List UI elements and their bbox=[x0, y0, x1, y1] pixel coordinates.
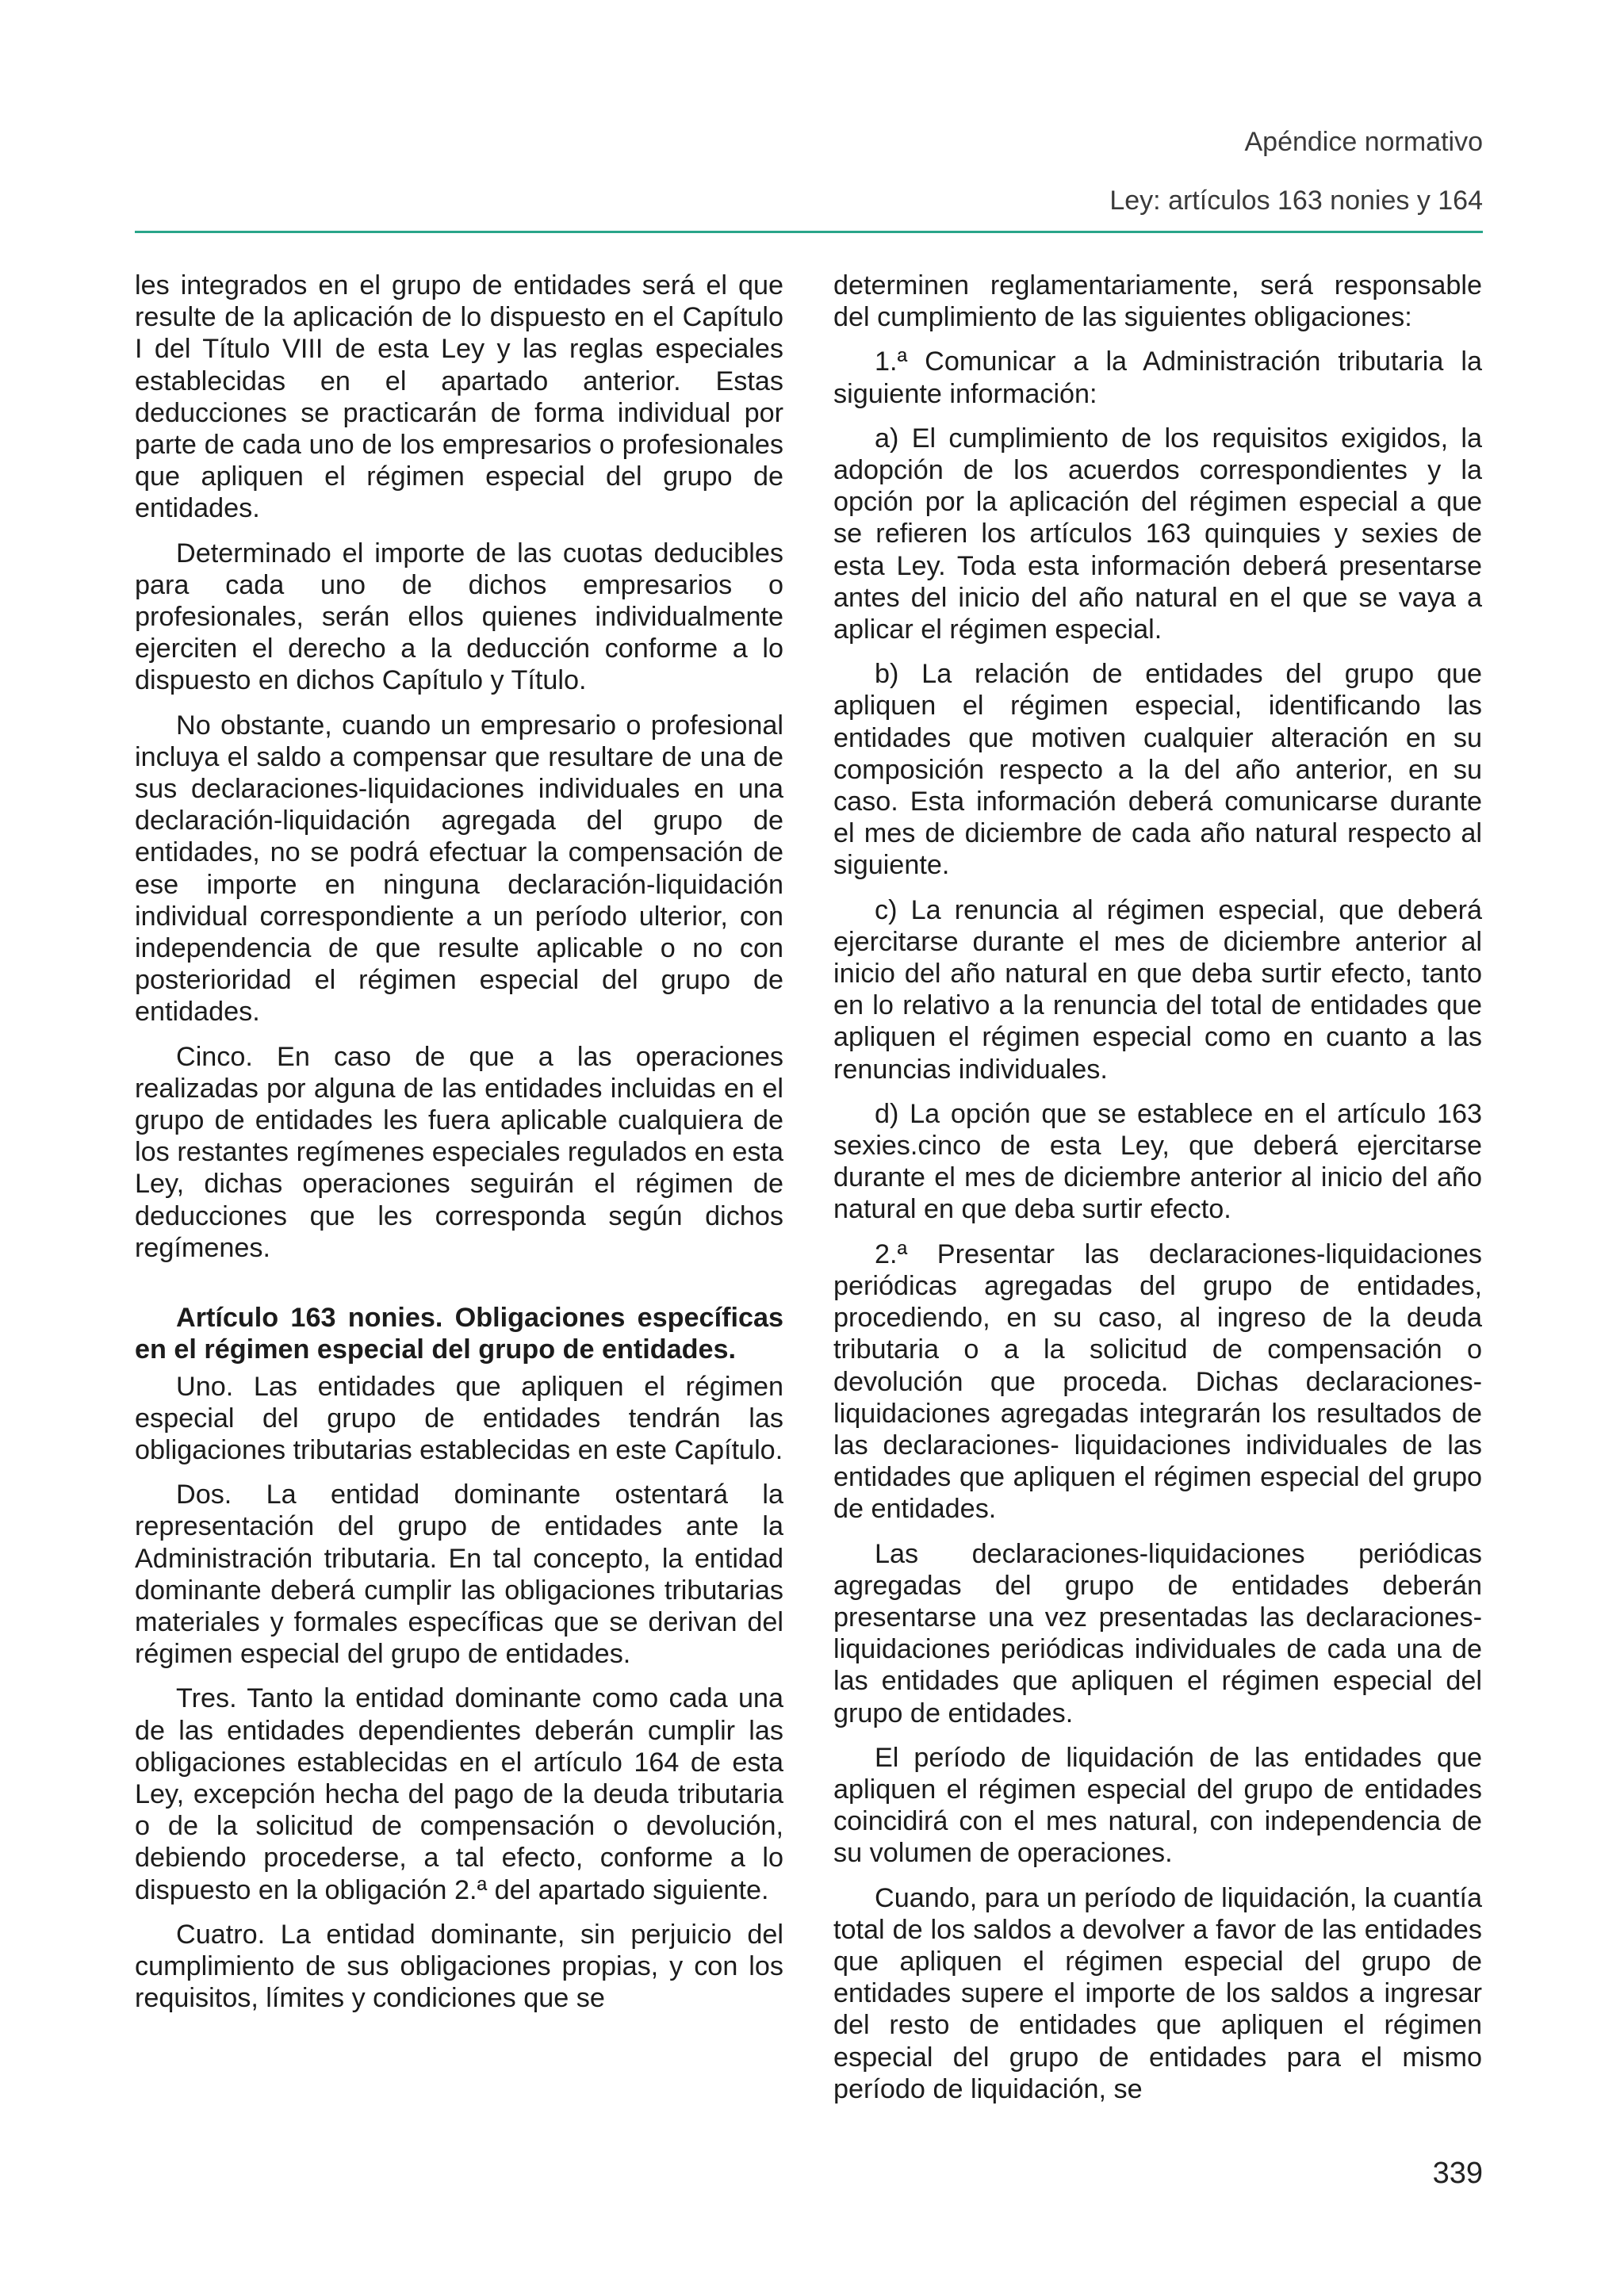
paragraph: Determinado el importe de las cuotas deducibles para cada uno de dichos empresarios o profesionales, serán ellos quienes individualmente ejerciten el derecho a la deducción conforme a lo dispuesto en dichos Capítulo y Título. bbox=[135, 538, 783, 696]
paragraph: b) La relación de entidades del grupo que apliquen el régimen especial, identificando las entidades que motiven cualquier alteración en su composición respecto a la del año anterior, en su caso. Esta información deberá comunicarse durante el mes de diciembre de cada año natural respecto al siguiente. bbox=[833, 659, 1482, 881]
paragraph: Cuando, para un período de liquidación, la cuantía total de los saldos a devolver a favor de las entidades que apliquen el régimen especial del grupo de entidades supere el importe de los saldos a ingresar del resto de entidades que apliquen el régimen especial del grupo de entidades para el mismo período de liquidación, se bbox=[833, 1882, 1482, 2104]
right-column bbox=[833, 270, 1482, 2118]
paragraph: d) La opción que se establece en el artículo 163 sexies.cinco de esta Ley, que deberá ejercitarse durante el mes de diciembre anterior al inicio del año natural en que deba surtir efecto. bbox=[833, 1098, 1482, 1225]
header-section: Apéndice normativo bbox=[1244, 127, 1483, 157]
paragraph: El período de liquidación de las entidades que apliquen el régimen especial del grupo de entidades coincidirá con el mes natural, con independencia de su volumen de operaciones. bbox=[833, 1742, 1482, 1869]
paragraph: Las declaraciones-liquidaciones periódicas agregadas del grupo de entidades deberán presentarse una vez presentadas las declaraciones-liquidaciones periódicas individuales de cada una de las entidades que apliquen el régimen especial del grupo de entidades. bbox=[833, 1538, 1482, 1728]
paragraph: No obstante, cuando un empresario o profesional incluya el saldo a compensar que resultare de una de sus declaraciones-liquidaciones individuales en una declaración-liquidación agregada del grupo de entidades, no se podrá efectuar la compensación de ese importe en ninguna declaración-liquidación individual correspondiente a un período ulterior, con independencia de que resulte aplicable o no con posterioridad el régimen especial del grupo de entidades. bbox=[135, 710, 783, 1028]
paragraph: 2.ª Presentar las declaraciones-liquidaciones periódicas agregadas del grupo de entidades, procediendo, en su caso, al ingreso de la deuda tributaria o a la solicitud de compensación o devolución que proceda. Dichas declaraciones-liquidaciones agregadas integrarán los resultados de las declaraciones- liquidaciones individuales de las entidades que apliquen el régimen especial del grupo de entidades. bbox=[833, 1238, 1482, 1525]
header-subsection: Ley: artículos 163 nonies y 164 bbox=[1109, 186, 1483, 216]
paragraph: Cinco. En caso de que a las operaciones realizadas por alguna de las entidades incluidas en el grupo de entidades les fuera aplicable cualquiera de los restantes regímenes especiales regulados en esta Ley, dichas operaciones seguirán el régimen de deducciones que les corresponda según dichos regímenes. bbox=[135, 1041, 783, 1263]
paragraph: a) El cumplimiento de los requisitos exigidos, la adopción de los acuerdos correspondientes y la opción por la aplicación del régimen especial a que se refieren los artículos 163 quinquies y sexies de esta Ley. Toda esta información deberá presentarse antes del inicio del año natural en el que se vaya a aplicar el régimen especial. bbox=[833, 423, 1482, 645]
article-heading: Artículo 163 nonies. Obligaciones específicas en el régimen especial del grupo de entidades. bbox=[135, 1303, 783, 1365]
running-header bbox=[1109, 119, 1483, 224]
page-number: 339 bbox=[1432, 2157, 1483, 2190]
paragraph: c) La renuncia al régimen especial, que deberá ejercitarse durante el mes de diciembre anterior al inicio del año natural en que deba surtir efecto, tanto en lo relativo a la renuncia del total de entidades que apliquen el régimen especial como en cuanto a las renuncias individuales. bbox=[833, 894, 1482, 1085]
header-rule bbox=[135, 231, 1483, 233]
paragraph: Uno. Las entidades que apliquen el régimen especial del grupo de entidades tendrán las obligaciones tributarias establecidas en este Capítulo. bbox=[135, 1371, 783, 1465]
paragraph: determinen reglamentariamente, será responsable del cumplimiento de las siguientes obligaciones: bbox=[833, 270, 1482, 333]
paragraph: 1.ª Comunicar a la Administración tributaria la siguiente información: bbox=[833, 346, 1482, 409]
paragraph: Cuatro. La entidad dominante, sin perjuicio del cumplimiento de sus obligaciones propias, y con los requisitos, límites y condiciones que se bbox=[135, 1919, 783, 2014]
paragraph: Dos. La entidad dominante ostentará la representación del grupo de entidades ante la Administración tributaria. En tal concepto, la entidad dominante deberá cumplir las obligaciones tributarias materiales y formales específicas que se derivan del régimen especial del grupo de entidades. bbox=[135, 1480, 783, 1670]
paragraph: les integrados en el grupo de entidades será el que resulte de la aplicación de lo dispuesto en el Capítulo I del Título VIII de esta Ley y las reglas especiales establecidas en el apartado anterior. Estas deducciones se practicarán de forma individual por parte de cada uno de los empresarios o profesionales que apliquen el régimen especial del grupo de entidades. bbox=[135, 270, 783, 524]
left-column bbox=[135, 270, 783, 2027]
paragraph: Tres. Tanto la entidad dominante como cada una de las entidades dependientes deberán cumplir las obligaciones establecidas en el artículo 164 de esta Ley, excepción hecha del pago de la deuda tributaria o de la solicitud de compensación o devolución, debiendo procederse, a tal efecto, conforme a lo dispuesto en la obligación 2.ª del apartado siguiente. bbox=[135, 1683, 783, 1905]
